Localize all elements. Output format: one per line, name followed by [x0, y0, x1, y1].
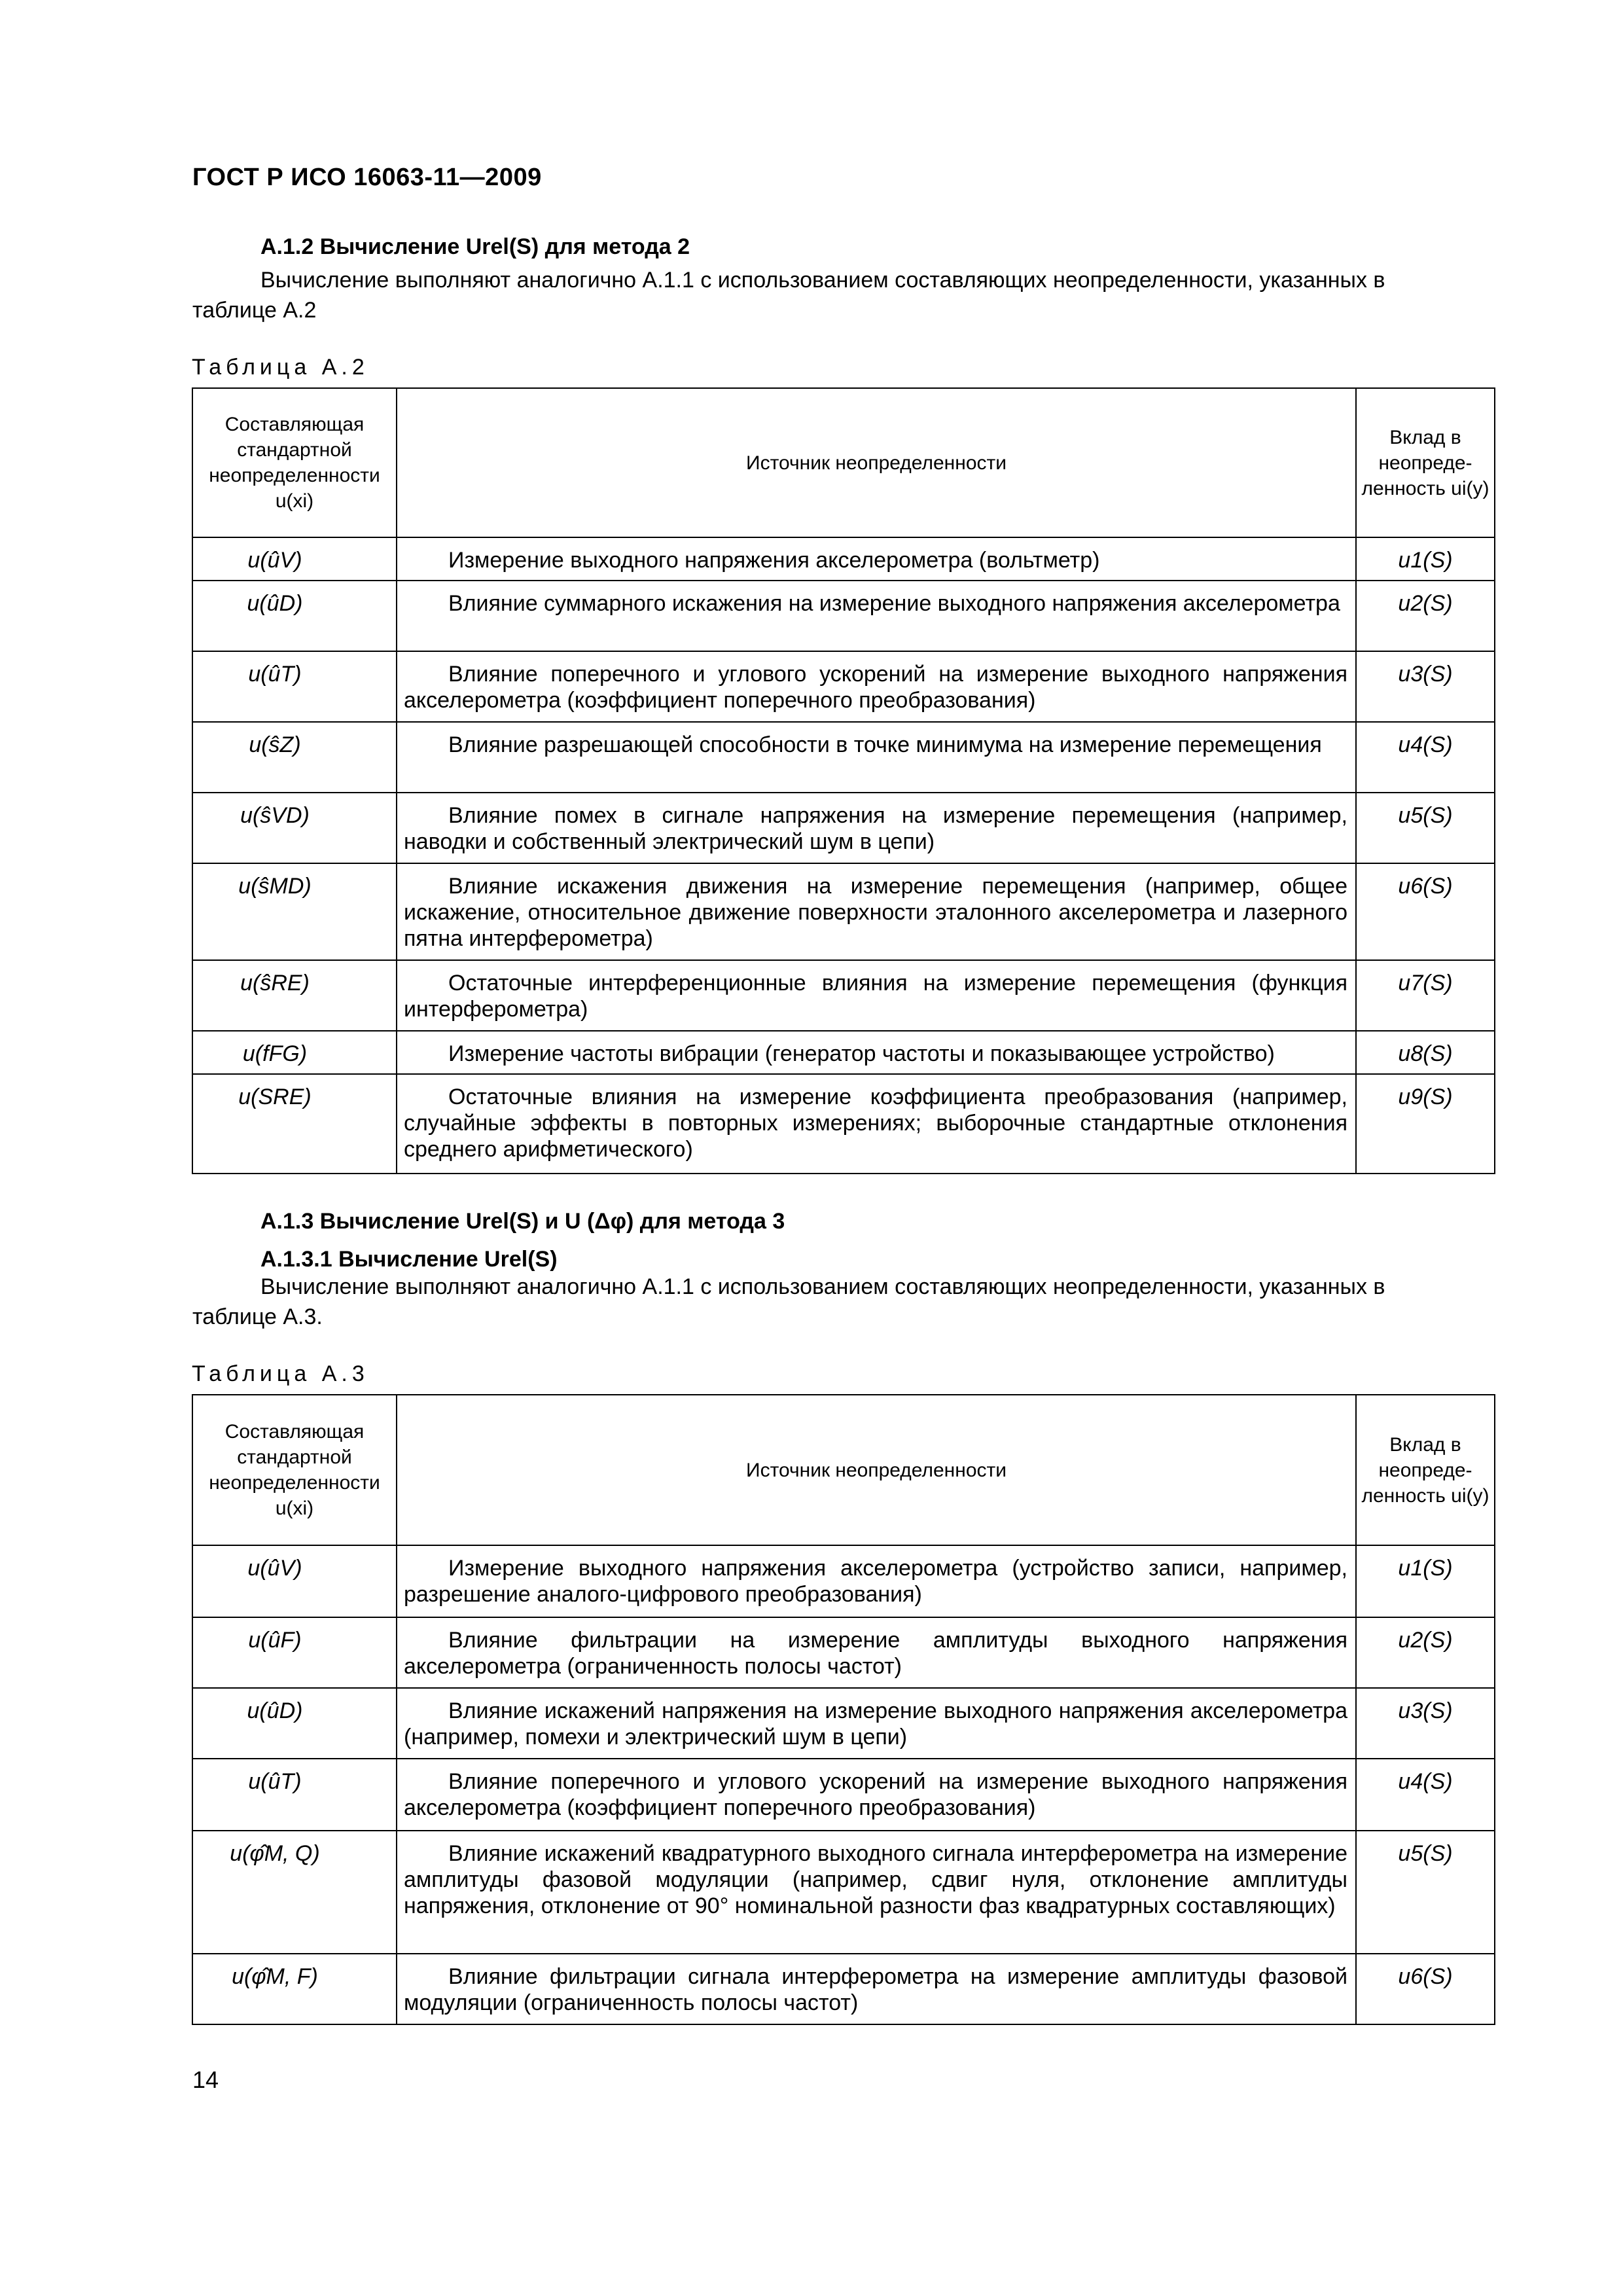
source-cell: Влияние поперечного и углового ускорений на измерение выходного напряжения акселерометра (коэффициент поперечного преобразования) [397, 651, 1356, 722]
contribution-cell: u3(S) [1356, 1688, 1495, 1759]
contribution-cell: u2(S) [1356, 1617, 1495, 1688]
contribution-cell: u8(S) [1356, 1031, 1495, 1074]
table-a2-caption: Таблица А.2 [192, 355, 369, 380]
source-cell: Измерение выходного напряжения акселерометра (вольтметр) [397, 537, 1356, 581]
table-row [192, 1831, 1495, 1954]
contribution-cell: u1(S) [1356, 537, 1495, 581]
table-row [192, 722, 1495, 793]
source-cell: Влияние помех в сигнале напряжения на измерение перемещения (например, наводки и собственный электрический шум в цепи) [397, 793, 1356, 863]
source-cell: Влияние фильтрации на измерение амплитуды выходного напряжения акселерометра (ограниченность полосы частот) [397, 1617, 1356, 1688]
table-header-row [192, 388, 1495, 537]
section-a12-heading: А.1.2 Вычисление Urel(S) для метода 2 [260, 234, 690, 259]
source-cell: Влияние суммарного искажения на измерение выходного напряжения акселерометра [397, 581, 1356, 651]
contribution-cell: u6(S) [1356, 863, 1495, 960]
page-number: 14 [192, 2066, 219, 2093]
table-row [192, 863, 1495, 960]
section-a12-text-line2: таблице А.2 [192, 298, 317, 323]
source-cell: Остаточные интерференционные влияния на измерение перемещения (функция интерферометра) [397, 960, 1356, 1031]
table-a3 [192, 1394, 1495, 2025]
header-source: Источник неопределенности [397, 388, 1356, 537]
component-cell: u(ûF) [192, 1617, 397, 1688]
component-cell: u(ŝZ) [192, 722, 397, 793]
standard-header: ГОСТ Р ИСО 16063-11—2009 [192, 164, 542, 191]
header-component: Составляющая стандартной неопределенности u(xi) [192, 388, 397, 537]
table-row [192, 1074, 1495, 1174]
component-cell: u(SRE) [192, 1074, 397, 1174]
header-contribution: Вклад в неопреде- ленность ui(y) [1356, 388, 1495, 537]
component-cell: u(ŝVD) [192, 793, 397, 863]
table-a3-caption: Таблица А.3 [192, 1361, 369, 1386]
component-cell: u(ûV) [192, 1545, 397, 1617]
table-row [192, 1031, 1495, 1074]
contribution-cell: u4(S) [1356, 722, 1495, 793]
section-a12-text-line1: Вычисление выполняют аналогично А.1.1 с использованием составляющих неопределенности, указанных в [260, 268, 1385, 293]
component-cell: u(ŝRE) [192, 960, 397, 1031]
source-cell: Влияние разрешающей способности в точке минимума на измерение перемещения [397, 722, 1356, 793]
source-cell: Измерение выходного напряжения акселерометра (устройство записи, например, разрешение аналого-цифрового преобразования) [397, 1545, 1356, 1617]
header-source: Источник неопределенности [397, 1395, 1356, 1545]
source-cell: Измерение частоты вибрации (генератор частоты и показывающее устройство) [397, 1031, 1356, 1074]
table-row [192, 581, 1495, 651]
section-a131-heading: А.1.3.1 Вычисление Urel(S) [260, 1247, 558, 1272]
section-a13-text-line2: таблице А.3. [192, 1304, 323, 1329]
header-component: Составляющая стандартной неопределенности u(xi) [192, 1395, 397, 1545]
component-cell: u(φ̂M, F) [192, 1954, 397, 2024]
source-cell: Влияние поперечного и углового ускорений на измерение выходного напряжения акселерометра (коэффициент поперечного преобразования) [397, 1759, 1356, 1831]
component-cell: u(ûT) [192, 1759, 397, 1831]
source-cell: Влияние искажений напряжения на измерение выходного напряжения акселерометра (например, помехи и электрический шум в цепи) [397, 1688, 1356, 1759]
table-row [192, 793, 1495, 863]
table-row [192, 1954, 1495, 2024]
table-row [192, 651, 1495, 722]
contribution-cell: u3(S) [1356, 651, 1495, 722]
table-row [192, 1617, 1495, 1688]
source-cell: Влияние искажения движения на измерение перемещения (например, общее искажение, относительное движение поверхности эталонного акселерометра и лазерного пятна интерферометра) [397, 863, 1356, 960]
component-cell: u(ûD) [192, 581, 397, 651]
table-a2 [192, 387, 1495, 1174]
header-contribution: Вклад в неопреде- ленность ui(y) [1356, 1395, 1495, 1545]
source-cell: Влияние искажений квадратурного выходного сигнала интерферометра на измерение амплитуды фазовой модуляции (например, сдвиг нуля, отклонение амплитуды напряжения, отклонение от 90° номинальной разности фаз квадратурных составляющих) [397, 1831, 1356, 1954]
contribution-cell: u5(S) [1356, 793, 1495, 863]
table-row [192, 1759, 1495, 1831]
component-cell: u(ûT) [192, 651, 397, 722]
section-a13-text-line1: Вычисление выполняют аналогично А.1.1 с использованием составляющих неопределенности, указанных в [260, 1274, 1385, 1299]
component-cell: u(fFG) [192, 1031, 397, 1074]
table-header-row [192, 1395, 1495, 1545]
source-cell: Остаточные влияния на измерение коэффициента преобразования (например, случайные эффекты в повторных измерениях; выборочные стандартные отклонения среднего арифметического) [397, 1074, 1356, 1174]
contribution-cell: u7(S) [1356, 960, 1495, 1031]
table-row [192, 960, 1495, 1031]
contribution-cell: u2(S) [1356, 581, 1495, 651]
contribution-cell: u5(S) [1356, 1831, 1495, 1954]
component-cell: u(ŝMD) [192, 863, 397, 960]
contribution-cell: u4(S) [1356, 1759, 1495, 1831]
table-row [192, 1545, 1495, 1617]
contribution-cell: u1(S) [1356, 1545, 1495, 1617]
component-cell: u(ûV) [192, 537, 397, 581]
table-row [192, 537, 1495, 581]
contribution-cell: u6(S) [1356, 1954, 1495, 2024]
component-cell: u(φ̂M, Q) [192, 1831, 397, 1954]
contribution-cell: u9(S) [1356, 1074, 1495, 1174]
component-cell: u(ûD) [192, 1688, 397, 1759]
table-row [192, 1688, 1495, 1759]
source-cell: Влияние фильтрации сигнала интерферометра на измерение амплитуды фазовой модуляции (ограниченность полосы частот) [397, 1954, 1356, 2024]
section-a13-heading: А.1.3 Вычисление Urel(S) и U (Δφ) для метода 3 [260, 1209, 785, 1234]
